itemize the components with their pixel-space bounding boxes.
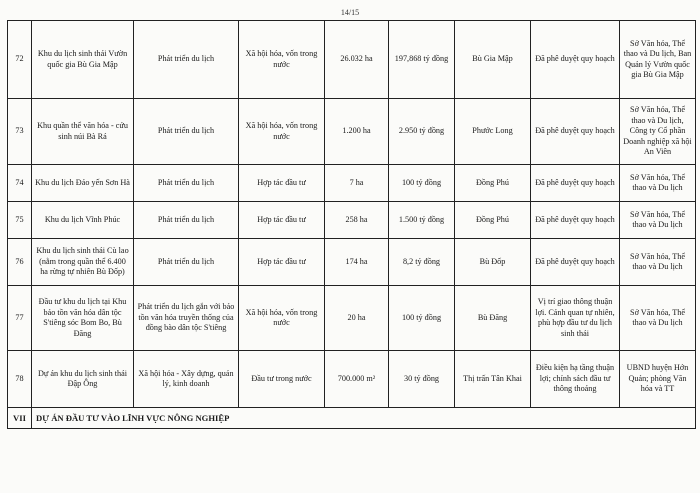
project-capital: 100 tỷ đồng [389,286,455,351]
responsible-agency: Sở Văn hóa, Thể thao và Du lịch, Công ty Cổ phần Doanh nghiệp xã hội An Viên [620,99,696,165]
project-name: Khu du lịch sinh thái Vườn quốc gia Bù Gia Mập [32,21,134,99]
page-number: 14/15 [340,8,360,17]
responsible-agency: Sở Văn hóa, Thể thao và Du lịch [620,165,696,202]
project-purpose: Phát triển du lịch gắn với bảo tồn văn hóa truyền thống của đồng bào dân tộc S'tiêng [134,286,239,351]
project-name: Khu du lịch Vĩnh Phúc [32,202,134,239]
section-title: DỰ ÁN ĐẦU TƯ VÀO LĨNH VỰC NÔNG NGHIỆP [32,408,696,429]
responsible-agency: Sở Văn hóa, Thể thao và Du lịch [620,286,696,351]
investment-form: Xã hội hóa, vốn trong nước [239,99,325,165]
project-capital: 100 tỷ đồng [389,165,455,202]
project-status: Vị trí giao thông thuận lợi. Cảnh quan tự nhiên, phù hợp đầu tư du lịch sinh thái [531,286,620,351]
responsible-agency: Sở Văn hóa, Thể thao và Du lịch [620,202,696,239]
table-row [8,286,696,351]
project-area: 174 ha [325,239,389,286]
investment-form: Xã hội hóa, vốn trong nước [239,286,325,351]
table-row [8,202,696,239]
project-name: Dự án khu du lịch sinh thái Đập Ông [32,351,134,408]
responsible-agency: UBND huyện Hớn Quản; phòng Văn hóa và TT [620,351,696,408]
project-purpose: Phát triển du lịch [134,202,239,239]
project-table [7,20,696,429]
row-number: 78 [8,351,32,408]
investment-form: Đầu tư trong nước [239,351,325,408]
table-row [8,239,696,286]
project-area: 700.000 m² [325,351,389,408]
row-number: 72 [8,21,32,99]
project-status: Đã phê duyệt quy hoạch [531,21,620,99]
project-purpose: Phát triển du lịch [134,21,239,99]
investment-form: Hợp tác đầu tư [239,202,325,239]
project-capital: 1.500 tỷ đồng [389,202,455,239]
project-area: 258 ha [325,202,389,239]
project-name: Khu quần thể văn hóa - cứu sinh núi Bà Rá [32,99,134,165]
project-location: Đồng Phú [455,165,531,202]
section-number: VII [8,408,32,429]
project-purpose: Phát triển du lịch [134,165,239,202]
project-location: Bù Đăng [455,286,531,351]
project-status: Đã phê duyệt quy hoạch [531,239,620,286]
project-status: Đã phê duyệt quy hoạch [531,202,620,239]
project-name: Khu du lịch sinh thái Cù lao (nằm trong quần thể 6.400 ha rừng tự nhiên Bù Đốp) [32,239,134,286]
investment-form: Hợp tác đầu tư [239,165,325,202]
project-location: Thị trấn Tân Khai [455,351,531,408]
project-name: Đầu tư khu du lịch tại Khu bảo tồn văn hóa dân tộc S'tiêng sóc Bom Bo, Bù Đăng [32,286,134,351]
row-number: 73 [8,99,32,165]
responsible-agency: Sở Văn hóa, Thể thao và Du lịch [620,239,696,286]
project-area: 26.032 ha [325,21,389,99]
project-area: 7 ha [325,165,389,202]
row-number: 74 [8,165,32,202]
project-purpose: Phát triển du lịch [134,99,239,165]
project-capital: 8,2 tỷ đồng [389,239,455,286]
row-number: 76 [8,239,32,286]
row-number: 77 [8,286,32,351]
project-status: Đã phê duyệt quy hoạch [531,165,620,202]
section-header-row [8,408,696,429]
table-row [8,165,696,202]
project-purpose: Phát triển du lịch [134,239,239,286]
project-area: 20 ha [325,286,389,351]
table-row [8,21,696,99]
investment-form: Hợp tác đầu tư [239,239,325,286]
table-row [8,351,696,408]
project-purpose: Xã hội hóa - Xây dựng, quản lý, kinh doanh [134,351,239,408]
table-row [8,99,696,165]
project-capital: 197,868 tỷ đồng [389,21,455,99]
investment-form: Xã hội hóa, vốn trong nước [239,21,325,99]
project-capital: 30 tỷ đồng [389,351,455,408]
project-status: Đã phê duyệt quy hoạch [531,99,620,165]
project-status: Điều kiện hạ tầng thuận lợi; chính sách đầu tư thông thoáng [531,351,620,408]
table-body [8,21,696,429]
responsible-agency: Sở Văn hóa, Thể thao và Du lịch, Ban Quản lý Vườn quốc gia Bù Gia Mập [620,21,696,99]
project-location: Đồng Phú [455,202,531,239]
row-number: 75 [8,202,32,239]
project-location: Phước Long [455,99,531,165]
project-name: Khu du lịch Đảo yến Sơn Hà [32,165,134,202]
project-area: 1.200 ha [325,99,389,165]
project-location: Bù Đốp [455,239,531,286]
project-location: Bù Gia Mập [455,21,531,99]
project-capital: 2.950 tỷ đồng [389,99,455,165]
